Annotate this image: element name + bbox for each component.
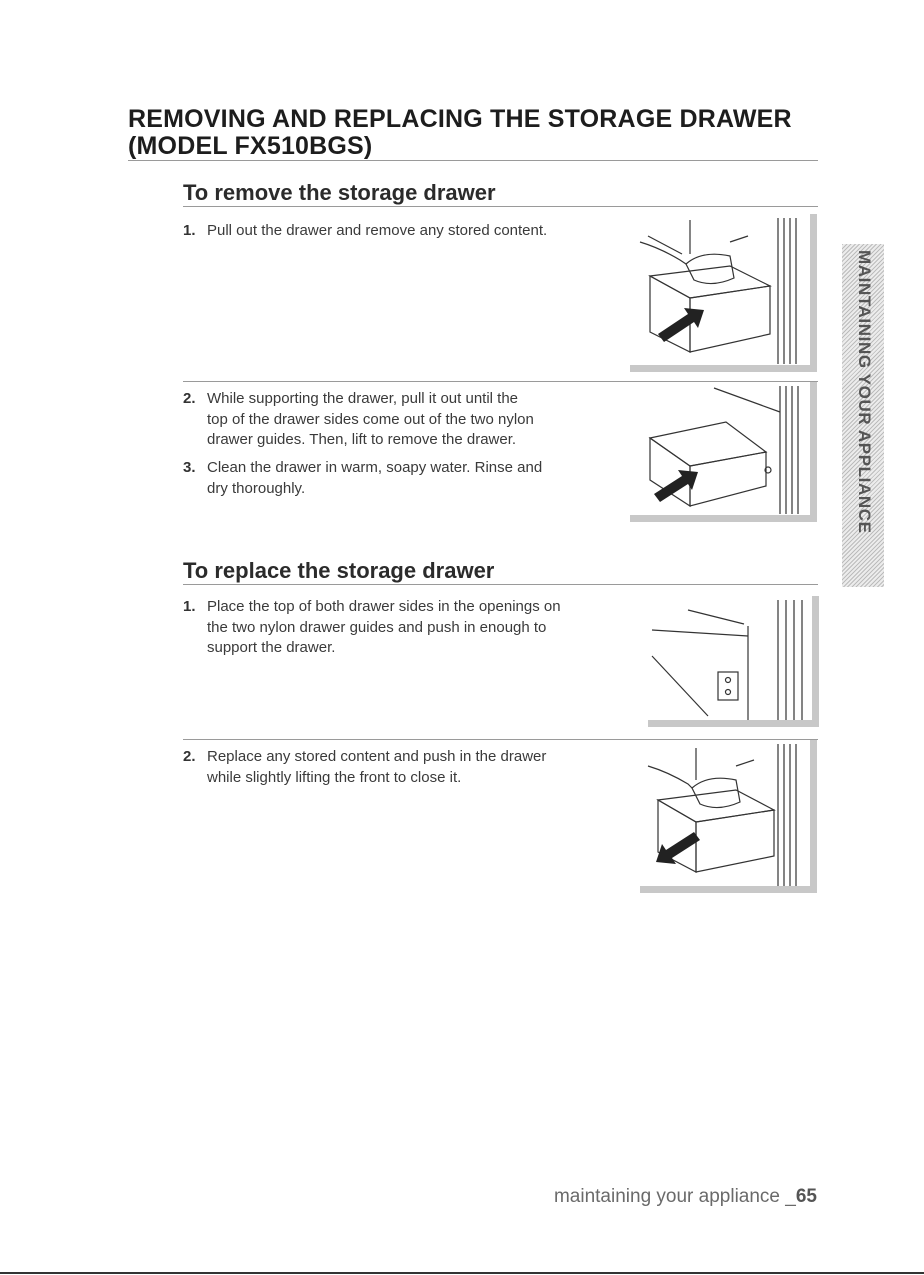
remove-step-3 [183,458,623,502]
step-line: support the drawer. [207,639,336,656]
title-rule [128,160,818,161]
drawer-lift-out-illustration [630,382,817,522]
drawer-push-in-illustration [640,740,817,893]
step-line: Pull out the drawer and remove any stored content. [207,222,548,239]
step-number: 1. [183,222,196,239]
replace-section-heading: To replace the storage drawer [183,558,495,583]
drawer-pull-out-drawing [630,214,810,365]
replace-step-1 [183,597,643,661]
page-title-line-2: (MODEL FX510BGS) [128,132,373,160]
drawer-lift-out-drawing [630,382,810,515]
step-line: Clean the drawer in warm, soapy water. Rinse and [207,459,543,476]
page-bottom-edge [0,1272,924,1274]
step-number: 2. [183,748,196,765]
page-title [128,106,818,160]
drawer-guide-drawing [648,596,812,720]
drawer-push-in-drawing [640,740,810,886]
chapter-side-tab [842,244,884,587]
drawer-pull-out-illustration [630,214,817,372]
step-line: dry thoroughly. [207,479,306,497]
step-text [207,747,546,788]
step-number: 3. [183,459,196,476]
step-text [207,597,561,659]
step-line: top of the drawer sides come out of the two nylon [207,410,534,428]
step-text [207,458,542,499]
replace-heading-rule [183,584,818,585]
remove-step-2 [183,389,623,453]
footer-label: maintaining your appliance _ [553,1186,796,1207]
step-text [207,389,534,451]
replace-step-2 [183,747,643,791]
step-text [207,221,547,242]
step-line: Place the top of both drawer sides in the openings on [207,598,561,615]
step-number: 1. [183,598,196,615]
page-title-line-1: REMOVING AND REPLACING THE STORAGE DRAWER [128,105,792,133]
remove-step-1 [183,221,623,243]
step-number: 2. [183,390,196,407]
page-footer [480,1186,817,1208]
remove-heading-rule [183,206,818,207]
step-line: While supporting the drawer, pull it out until the [207,390,519,407]
chapter-side-tab-label: MAINTAINING YOUR APPLIANCE [855,250,874,534]
drawer-guide-illustration [648,596,819,727]
step-line: while slightly lifting the front to close it. [207,768,462,786]
remove-section-heading: To remove the storage drawer [183,180,496,205]
page-number: 65 [795,1186,817,1207]
step-line: the two nylon drawer guides and push in enough to [207,618,547,636]
step-line: drawer guides. Then, lift to remove the drawer. [207,431,517,448]
step-line: Replace any stored content and push in the drawer [207,748,547,765]
